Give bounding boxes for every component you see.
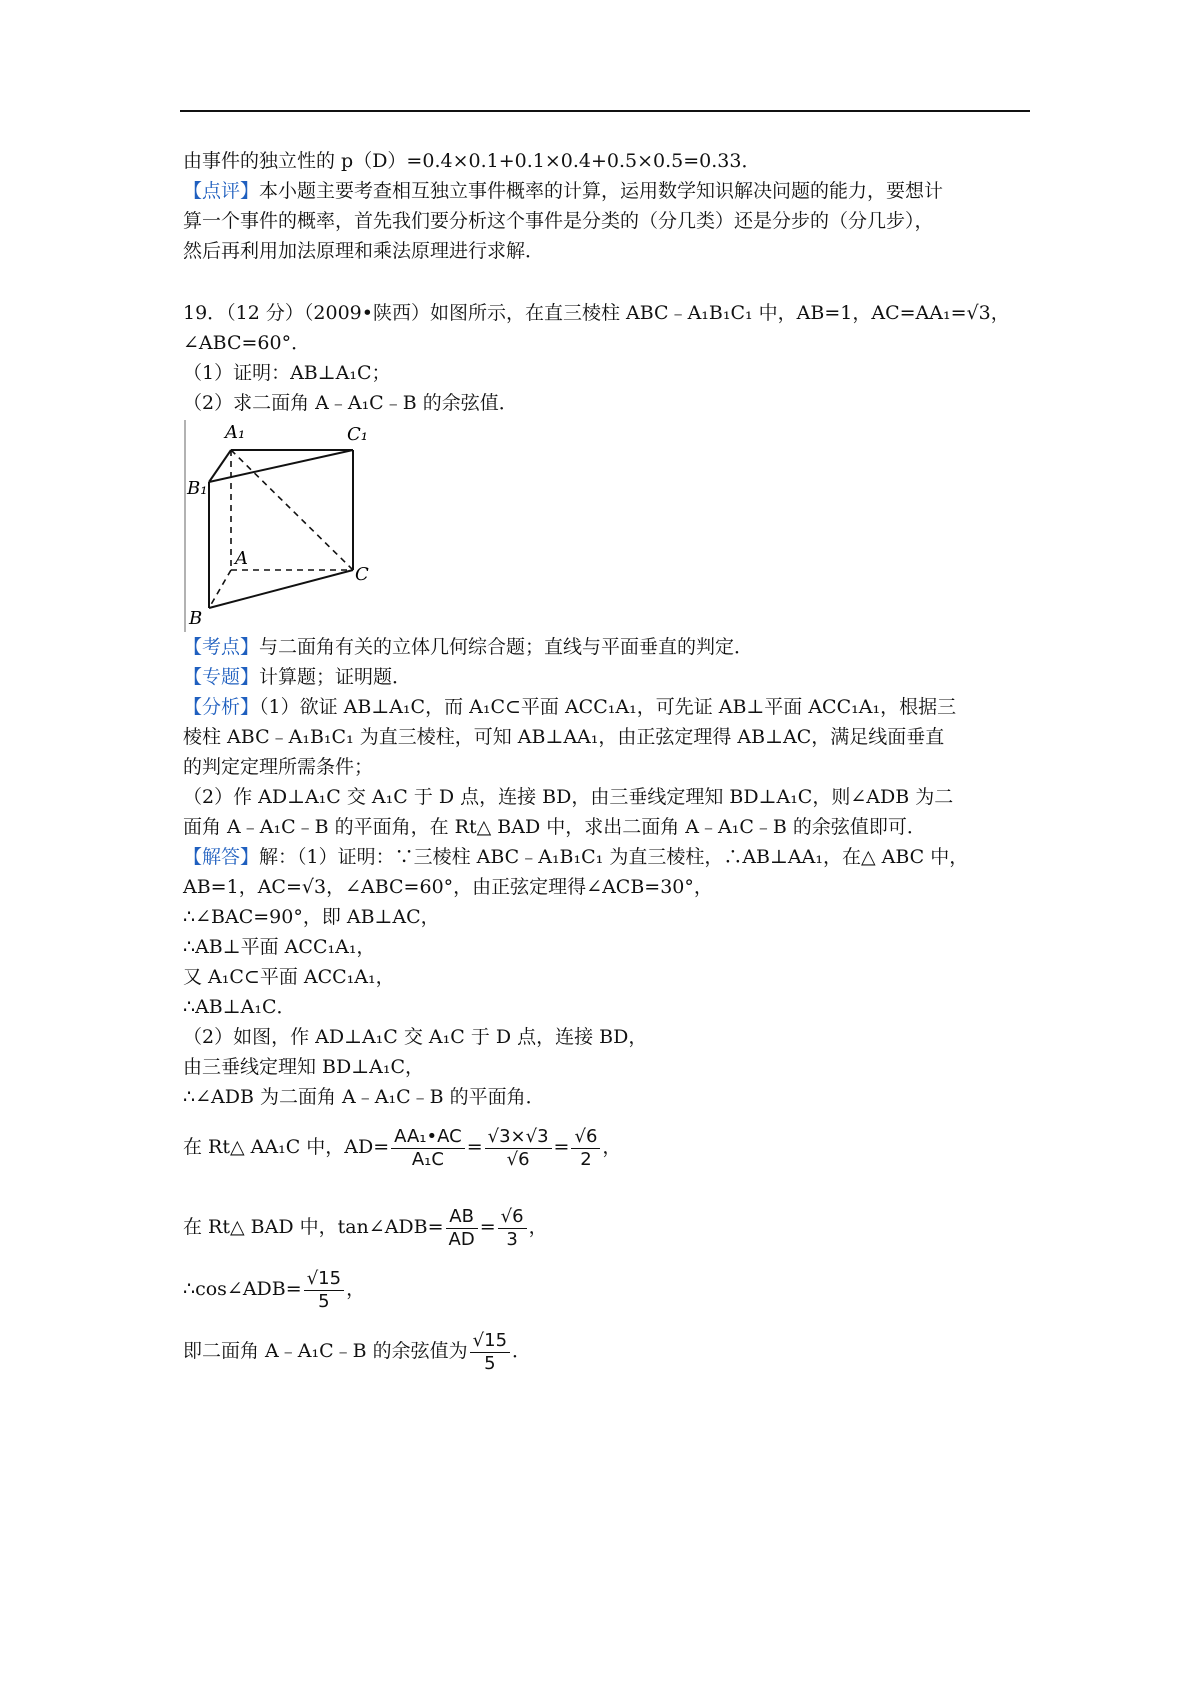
fenxi-line-4: （2）作 AD⊥A₁C 交 A₁C 于 D 点，连接 BD，由三垂线定理知 BD⊥A₁C，则∠ADB 为二 [183,786,954,808]
fenxi-line-3: 的判定定理所需条件； [183,756,374,778]
solution-line-9: ∴∠ADB 为二面角 A﹣A₁C﹣B 的平面角． [183,1086,545,1108]
document-body [183,146,1033,1380]
fraction-ad-3 [571,1126,600,1171]
zhuanti-line [183,662,1033,692]
comma: ， [346,1278,366,1300]
solution-line-1 [183,842,1033,872]
zhuanti-text: 计算题；证明题． [259,666,412,688]
fraction-numerator: √3×√3 [485,1126,552,1149]
solution-text-1: 解：（1）证明：∵三棱柱 ABC﹣A₁B₁C₁ 为直三棱柱，∴AB⊥AA₁，在△ ABC 中， [259,846,969,868]
label-c: C [355,564,369,585]
comma: ， [528,1216,548,1238]
fenxi-text-1: （1）欲证 AB⊥A₁C，而 A₁C⊂平面 ACC₁A₁，可先证 AB⊥平面 ACC₁A₁，根据三 [259,696,957,718]
solution-line-5: 又 A₁C⊂平面 ACC₁A₁， [183,966,395,988]
fraction-numerator: AB [446,1206,478,1229]
zhuanti-tag: 【专题】 [183,666,260,688]
solution-line-3: ∴∠BAC=90°，即 AB⊥AC， [183,906,440,928]
solution-line-7: （2）如图，作 AD⊥A₁C 交 A₁C 于 D 点，连接 BD， [183,1026,648,1048]
tan-prefix: 在 Rt△ BAD 中，tan∠ADB= [183,1216,444,1238]
question-19-part-2: （2）求二面角 A﹣A₁C﹣B 的余弦值． [183,392,518,414]
comment-text-1: 本小题主要考查相互独立事件概率的计算，运用数学知识解决问题的能力，要想计 [259,180,944,202]
header-rule [180,110,1030,112]
comma: ， [602,1136,622,1158]
prism-diagram [183,420,383,632]
label-c1: C₁ [347,424,368,445]
comment-line-3: 然后再利用加法原理和乘法原理进行求解． [183,240,545,262]
solution-line-10 [183,1118,1033,1176]
ad-prefix: 在 Rt△ AA₁C 中，AD= [183,1136,390,1158]
kaodian-line [183,632,1033,662]
fraction-ad-1 [391,1126,465,1171]
solution-line-2: AB=1，AC=√3，∠ABC=60°，由正弦定理得∠ACB=30°， [183,876,713,898]
equals-sign: = [553,1136,570,1158]
diagonal-a1c-hidden [231,450,353,570]
kaodian-text: 与二面角有关的立体几何综合题；直线与平面垂直的判定． [259,636,754,658]
prism-figure [183,420,1033,632]
question-19-line-2: ∠ABC=60°． [183,332,311,354]
fraction-answer [470,1330,510,1375]
comment-tag: 【点评】 [183,180,260,202]
fraction-numerator: √15 [304,1268,344,1291]
solution-line-13 [183,1322,1033,1380]
fraction-denominator: 5 [318,1290,330,1312]
fenxi-line-2: 棱柱 ABC﹣A₁B₁C₁ 为直三棱柱，可知 AB⊥AA₁，由正弦定理得 AB⊥AC，满足线面垂直 [183,726,945,748]
fenxi-line-1 [183,692,1033,722]
prev-solution-line: 由事件的独立性的 p（D）=0.4×0.1+0.1×0.4+0.5×0.5=0.33． [183,150,761,172]
fraction-ad-2 [485,1126,552,1171]
comment-line-2: 算一个事件的概率，首先我们要分析这个事件是分类的（分几类）还是分步的（分几步）， [183,210,934,232]
solution-line-6: ∴AB⊥A₁C． [183,996,296,1018]
fraction-cos [304,1268,344,1313]
equals-sign: = [466,1136,483,1158]
solution-line-12 [183,1260,1033,1318]
label-a: A [235,548,248,569]
question-19-part-1: （1）证明：AB⊥A₁C； [183,362,391,384]
question-19-line-1: 19．（12 分）（2009•陕西）如图所示，在直三棱柱 ABC﹣A₁B₁C₁ 中，AB=1，AC=AA₁=√3， [183,302,1010,324]
answer-prefix: 即二面角 A﹣A₁C﹣B 的余弦值为 [183,1340,468,1362]
fraction-tan-1 [446,1206,478,1251]
comment-line-1 [183,176,1033,206]
fraction-denominator: 2 [580,1148,592,1170]
fraction-denominator: A₁C [411,1148,444,1170]
fenxi-line-5: 面角 A﹣A₁C﹣B 的平面角，在 Rt△ BAD 中，求出二面角 A﹣A₁C﹣B 的余弦值即可． [183,816,926,838]
cos-prefix: ∴cos∠ADB= [183,1278,302,1300]
fraction-denominator: 3 [506,1228,518,1250]
edge-bc [209,570,353,608]
fraction-denominator: 5 [484,1352,496,1374]
fraction-tan-2 [498,1206,527,1251]
solution-line-11 [183,1198,1033,1256]
fraction-denominator: AD [448,1228,475,1250]
fraction-numerator: √15 [470,1330,510,1353]
kaodian-tag: 【考点】 [183,636,260,658]
period: ． [512,1340,532,1362]
fraction-numerator: √6 [498,1206,527,1229]
label-a1: A₁ [225,422,246,443]
fenxi-tag: 【分析】 [183,696,260,718]
equals-sign: = [479,1216,496,1238]
fraction-denominator: √6 [506,1148,530,1170]
solution-line-8: 由三垂线定理知 BD⊥A₁C， [183,1056,424,1078]
fraction-numerator: AA₁•AC [391,1126,465,1149]
label-b: B [189,608,203,629]
solution-line-4: ∴AB⊥平面 ACC₁A₁， [183,936,376,958]
label-b1: B₁ [187,478,208,499]
solution-tag: 【解答】 [183,846,260,868]
fraction-numerator: √6 [571,1126,600,1149]
